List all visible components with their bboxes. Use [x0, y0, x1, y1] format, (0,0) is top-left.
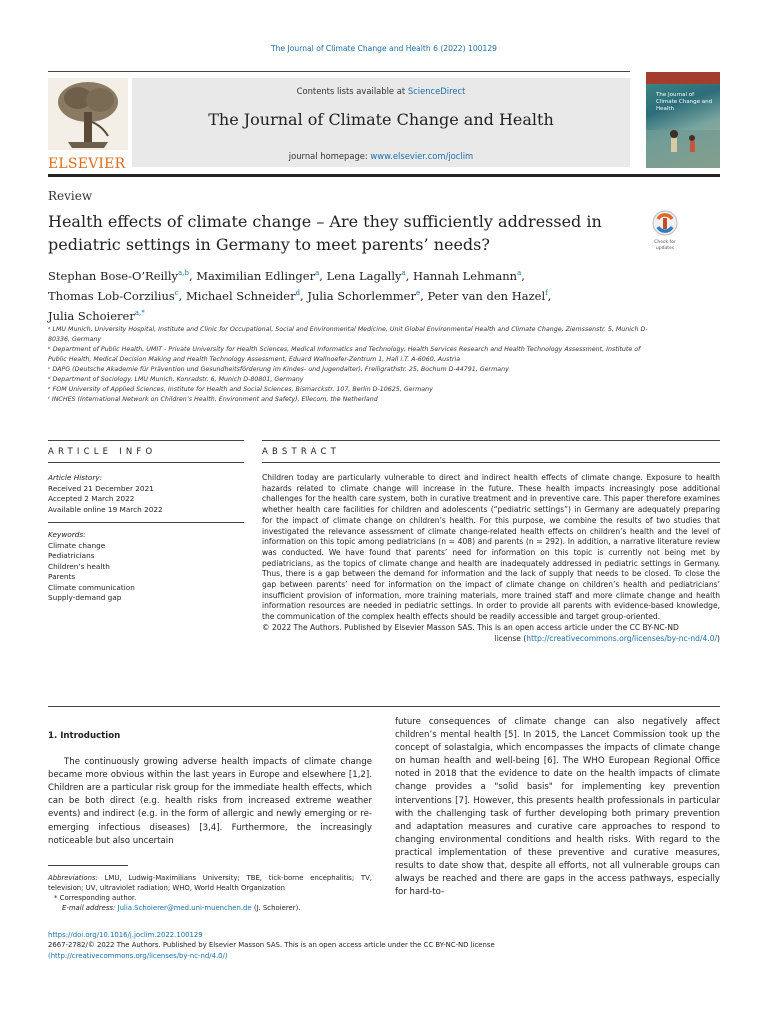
- history-accepted: Accepted 2 March 2022: [48, 494, 135, 503]
- abstract-license: [262, 634, 720, 645]
- abstract-body: [262, 473, 720, 644]
- check-updates-label: Check for updates: [654, 240, 676, 251]
- corresponding-author-note: * Corresponding author.: [54, 894, 137, 902]
- footnote-rule: [48, 865, 128, 866]
- history-keywords-divider: [48, 522, 244, 523]
- article-type: Review: [48, 189, 93, 203]
- author-8[interactable]: Julia Schoierer$^{a,*}$: [48, 309, 145, 324]
- history-received: Received 21 December 2021: [48, 483, 154, 493]
- history-available: Available online 19 March 2022: [48, 504, 163, 514]
- abstract-heading: ABSTRACT: [262, 447, 341, 457]
- article-info-rule: [48, 462, 244, 463]
- abbreviations-footnote: [48, 873, 372, 893]
- intro-paragraph-1-continued: future consequences of climate change can also negatively affect children’s mental health [5]. In 2015, the Lancet Commission took up the concept of solastalgia, which encompasses the impacts of climate change on human health and well-being [6]. The WHO European Regional Office noted in 2018 that the evidence to date on the health impacts of climate change provides a "solid basis" for implementing key prevention interventions [7]. However, this presents health professionals in particular with the challenging task of further developing both primary prevention and adaptation measures and curative care approaches to respond to changing environmental conditions and health risks. With regard to the practical implementation of these preventive and curative measures, results to date show that, despite all efforts, not all vulnerable groups can always be reached and there are gaps in the access pathways, especially for hard-to-: [395, 717, 720, 898]
- abstract-copyright: © 2022 The Authors. Published by Elsevier Masson SAS. This is an open access article under the CC BY-NC-ND: [262, 622, 679, 632]
- elsevier-wordmark: ELSEVIER: [48, 156, 126, 172]
- author-7[interactable]: Peter van den Hazel$^f$: [427, 289, 548, 304]
- journal-reference[interactable]: The Journal of Climate Change and Health 6 (2022) 100129: [270, 44, 498, 53]
- section-heading-introduction: 1. Introduction: [48, 731, 121, 741]
- history-label: Article History:: [48, 473, 103, 482]
- cover-illustration: [646, 72, 720, 168]
- sciencedirect-link[interactable]: ScienceDirect: [407, 86, 466, 96]
- abbreviations-text: LMU, Ludwig-Maximilians University; TBE, tick-borne encephalitis; TV, television; UV, ultraviolet radiation; WHO, World Health Organization: [48, 874, 372, 892]
- affiliation-e: ᵉ FOM University of Applied Sciences, Institute for Health and Social Sciences, Bismarckstr. 107, Berlin D-10625, Germany: [48, 386, 433, 393]
- email-footnote: [48, 903, 372, 913]
- affiliation-b: ᵇ Department of Public Health, UMIT - Private University for Health Sciences, Medical Informatics and Technology, Health Services Research and Health Technology Assessment, Institute of Public Health, Medical Decision Making and Health Technology Assessment, Eduard Wallnoefer-Zentrum 1, Hall i.T. A-6060, Austria: [48, 346, 641, 363]
- email-link[interactable]: Julia.Schoierer@med.uni-muenchen.de: [117, 904, 252, 912]
- abstract-text: Children today are particularly vulnerable to direct and indirect health effects of climate change. Exposure to health hazards related to climate change will increase in the future. These health impacts increasingly pose additional challenges for the health care system, both in curative treatment and in preventive care. This paper therefore examines whether health care facilities for children and adolescents (“pediatric settings”) in Germany are adequately preparing for the impact of climate change on children’s health. For this purpose, we combine the results of two studies that investigated the relevance assessment of climate change-related health effects on children’s health and the level of information on this topic among pediatricians (n = 408) and parents (n = 292). In addition, a narrative literature review was conducted. We have found that parents’ need for information on this topic is currently not being met by pediatricians, as the topics of climate change and health are inadequately addressed in pediatric settings in Germany. Thus, there is a gap between the demand for information and the lack of supply that needs to be closed. To close the gap between parents’ need for information on the impact of climate change on children’s health and pediatricians’ insufficient provision of information, more training materials, more trained staff and more climate change and health information resources are needed in pediatric settings. In order to provide all parents with evidence-based knowledge, the communication of the complex health effects should be readily accessible and target group-oriented.: [262, 473, 720, 622]
- body-left-column: [48, 730, 372, 848]
- article-history: [48, 473, 163, 515]
- license-prefix: license (: [494, 633, 527, 643]
- journal-homepage: [132, 151, 630, 161]
- homepage-link[interactable]: www.elsevier.com/joclim: [370, 151, 474, 161]
- keywords: [48, 530, 135, 604]
- homepage-prefix: journal homepage:: [288, 151, 371, 161]
- affiliation-c: ᶜ DAPG (Deutsche Akademie für Prävention und Gesundheitsförderung im Kindes- und Jugendalter), Freiligrathstr. 25, Bochum D-44791, Germany: [48, 366, 509, 373]
- article-info-heading: ARTICLE INFO: [48, 447, 157, 457]
- affiliation-a: ᵃ LMU Munich, University Hospital, Institute and Clinic for Occupational, Social and Environmental Medicine, Unit Global Environmental Health and Climate Change, Ziemssenstr. 5, Munich D-80336, Germany: [48, 326, 648, 343]
- email-suffix: (J. Schoierer).: [251, 904, 301, 912]
- elsevier-tree-icon: [48, 78, 128, 150]
- author-4[interactable]: Thomas Lob-Corzilius$^c$: [48, 289, 179, 304]
- abstract-bottom-rule: [48, 706, 720, 707]
- keyword-item: Climate change: [48, 540, 106, 550]
- license-link[interactable]: http://creativecommons.org/licenses/by-nc-nd/4.0/: [526, 633, 718, 643]
- intro-paragraph-1: The continuously growing adverse health impacts of climate change became more obvious within the last years in Europe and elsewhere [1,2]. Children are a particular risk group for the immediate health effects, which can be both direct (e.g. health risks from increased extreme weather events) and indirect (e.g. in the form of allergic and newly emerging or re-emerging infectious diseases) [3,4]. Furthermore, the increasingly noticeable but also uncertain: [48, 757, 372, 846]
- abstract-rule: [262, 462, 720, 463]
- author-1[interactable]: Maximilian Edlinger$^a$: [196, 268, 320, 283]
- keyword-item: Parents: [48, 572, 76, 581]
- affiliation-d: ᵈ Department of Sociology, LMU Munich, Konradstr. 6, Munich D-80801, Germany: [48, 376, 304, 383]
- affiliation-f: ᶠ INCHES (International Network on Children’s Health, Environment and Safety), Ellecom, the Netherland: [48, 396, 378, 403]
- cover-title: The Journal of Climate Change and Health: [656, 92, 713, 112]
- journal-title: The Journal of Climate Change and Health: [208, 110, 554, 129]
- keyword-item: Pediatricians: [48, 551, 95, 560]
- header-rule: [48, 71, 630, 72]
- author-2[interactable]: Lena Lagally$^a$: [326, 268, 406, 283]
- email-label: E-mail address:: [62, 904, 118, 912]
- author-list: Stephan Bose-O’Reilly$^{a,b}$, Maximilian Edlinger$^a$, Lena Lagally$^a$, Hannah Lehmann$^a$, Thomas Lob-Corzilius$^c$, Michael Schneider$^d$, Julia Schorlemmer$^e$, Peter van den Hazel$^f$, Julia Schoierer$^{a,*}$: [48, 268, 552, 324]
- author-3[interactable]: Hannah Lehmann$^a$: [413, 268, 522, 283]
- article-info-rule-top: [48, 440, 244, 441]
- doi-block: [48, 930, 568, 961]
- keyword-item: Climate communication: [48, 582, 135, 592]
- contents-line: [132, 86, 630, 96]
- issn-line: 2667-2782/© 2022 The Authors. Published by Elsevier Masson SAS. This is an open access article under the CC BY-NC-ND license: [48, 941, 495, 950]
- author-6[interactable]: Julia Schorlemmer$^e$: [307, 289, 421, 304]
- author-5[interactable]: Michael Schneider$^d$: [185, 289, 301, 304]
- abstract-rule-top: [262, 440, 720, 441]
- license-suffix: ): [717, 633, 720, 643]
- abbreviations-label: Abbreviations:: [48, 874, 98, 882]
- keyword-item: Children’s health: [48, 561, 110, 571]
- doi-license-link[interactable]: (http://creativecommons.org/licenses/by-nc-nd/4.0/): [48, 951, 228, 960]
- body-right-column: [395, 716, 720, 899]
- article-title: Health effects of climate change – Are they sufficiently addressed in pediatric settings in Germany to meet parents’ needs?: [48, 212, 602, 254]
- keyword-item: Supply-demand gap: [48, 593, 122, 602]
- elsevier-logo[interactable]: [48, 78, 128, 170]
- journal-banner: [132, 78, 630, 167]
- header-thick-rule: [48, 174, 720, 177]
- keywords-label: Keywords:: [48, 530, 86, 539]
- affiliations: [48, 325, 648, 405]
- contents-prefix: Contents lists available at: [296, 86, 408, 96]
- check-for-updates-button[interactable]: [646, 210, 684, 250]
- check-updates-icon: [652, 210, 678, 236]
- doi-link[interactable]: https://doi.org/10.1016/j.joclim.2022.100129: [48, 931, 203, 939]
- footnotes: [48, 873, 372, 913]
- author-0[interactable]: Stephan Bose-O’Reilly$^{a,b}$: [48, 268, 189, 283]
- journal-cover-image[interactable]: [646, 72, 720, 168]
